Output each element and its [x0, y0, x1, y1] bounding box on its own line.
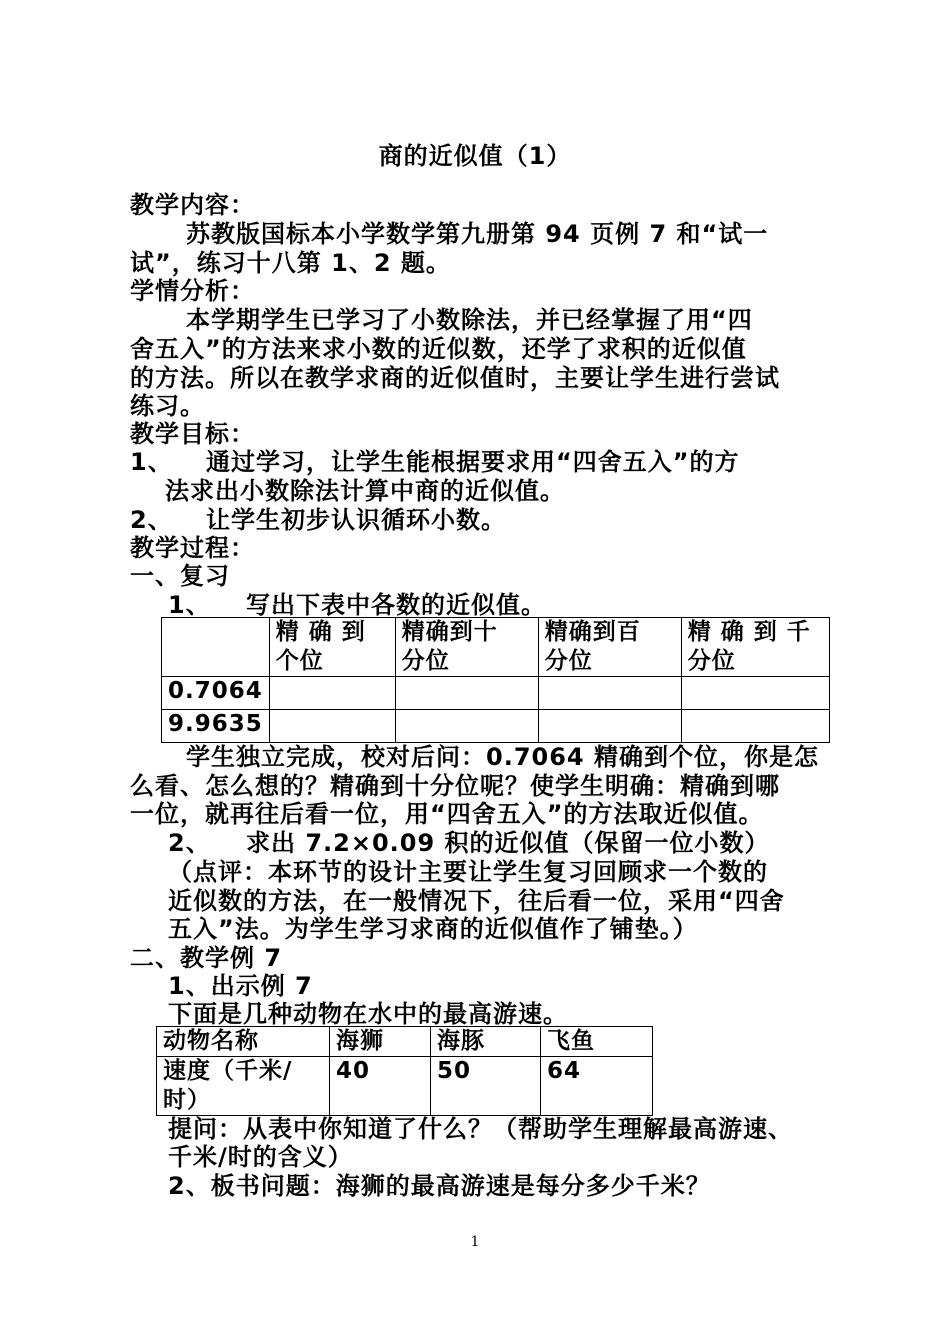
paragraph-line: 练习。	[130, 392, 205, 420]
paragraph-line: 2、板书问题：海狮的最高游速是每分多少千米？	[168, 1172, 711, 1200]
table-corner-cell	[162, 618, 270, 677]
list-number: 2、	[168, 829, 211, 857]
list-number: 2、	[130, 506, 173, 534]
table-header-cell	[538, 618, 681, 677]
row-label-cell: 0.7064	[162, 677, 270, 710]
empty-answer-cell	[681, 677, 829, 710]
table-header-row	[157, 1027, 653, 1057]
table-cell: 50	[431, 1057, 541, 1116]
table-cell: 40	[330, 1057, 431, 1116]
table-row	[162, 710, 830, 743]
paragraph-line: 下面是几种动物在水中的最高游速。	[168, 1000, 568, 1028]
table-header-cell	[681, 618, 829, 677]
paragraph-line: 本学期学生已学习了小数除法，并已经掌握了用“四	[186, 306, 753, 334]
empty-answer-cell	[681, 710, 829, 743]
page-title: 商的近似值（1）	[378, 142, 572, 170]
header-text: 精确到十	[401, 619, 498, 645]
table-header-cell	[395, 618, 538, 677]
header-text: 精确到百	[544, 619, 641, 645]
table-row	[162, 677, 830, 710]
header-text: 精 确 到	[275, 619, 366, 645]
comment-line: （点评：本环节的设计主要让学生复习回顾求一个数的	[168, 858, 768, 886]
header-text: 精 确 到 千	[687, 619, 811, 645]
row-label-text: 速度（千米/	[163, 1058, 293, 1084]
row-label-text: 时）	[163, 1087, 211, 1113]
list-item-text: 写出下表中各数的近似值。	[246, 591, 546, 619]
empty-answer-cell	[395, 710, 538, 743]
table-header-cell: 海狮	[330, 1027, 431, 1057]
subsection-heading-example: 二、教学例 7	[130, 944, 283, 972]
table-header-cell: 海豚	[431, 1027, 541, 1057]
paragraph-line: 试”，练习十八第 1、2 题。	[130, 249, 451, 277]
list-item-text: 法求出小数除法计算中商的近似值。	[165, 477, 565, 505]
paragraph-line: 苏教版国标本小学数学第九册第 94 页例 7 和“试一	[186, 220, 769, 248]
table-header-cell: 飞鱼	[541, 1027, 653, 1057]
paragraph-line: 学生独立完成，校对后问：0.7064 精确到个位，你是怎	[186, 743, 819, 771]
table-cell: 64	[541, 1057, 653, 1116]
row-label-cell	[157, 1057, 330, 1116]
section-heading-analysis: 学情分析：	[130, 277, 255, 305]
paragraph-line: 提问：从表中你知道了什么？（帮助学生理解最高游速、	[168, 1115, 793, 1143]
section-heading-content: 教学内容：	[130, 191, 255, 219]
empty-answer-cell	[395, 677, 538, 710]
comment-line: 五入”法。为学生学习求商的近似值作了铺垫。）	[168, 915, 698, 943]
page-number: 1	[470, 1234, 480, 1250]
table-header-cell: 动物名称	[157, 1027, 330, 1057]
paragraph-line: 千米/时的含义）	[168, 1143, 353, 1171]
speed-table	[156, 1026, 653, 1116]
empty-answer-cell	[538, 677, 681, 710]
list-number: 1、	[168, 591, 211, 619]
header-text: 个位	[275, 648, 324, 674]
section-heading-process: 教学过程：	[130, 534, 255, 562]
paragraph-line: 一位，就再往后看一位，用“四舍五入”的方法取近似值。	[130, 800, 764, 828]
empty-answer-cell	[269, 677, 395, 710]
paragraph-line: 舍五入”的方法来求小数的近似数，还学了求积的近似值	[130, 335, 747, 363]
comment-line: 近似数的方法，在一般情况下，往后看一位，采用“四舍	[168, 887, 785, 915]
empty-answer-cell	[538, 710, 681, 743]
table-header-cell	[269, 618, 395, 677]
paragraph-line: 的方法。所以在教学求商的近似值时，主要让学生进行尝试	[130, 364, 780, 392]
header-text: 分位	[544, 648, 593, 674]
empty-answer-cell	[269, 710, 395, 743]
subsection-heading-review: 一、复习	[130, 562, 230, 590]
paragraph-line: 1、出示例 7	[168, 972, 313, 1000]
list-item-text: 让学生初步认识循环小数。	[206, 506, 506, 534]
list-item-text: 通过学习，让学生能根据要求用“四舍五入”的方	[206, 448, 740, 476]
list-number: 1、	[130, 448, 173, 476]
table-row	[157, 1057, 653, 1116]
row-label-cell: 9.9635	[162, 710, 270, 743]
header-text: 分位	[401, 648, 450, 674]
approximation-table	[161, 617, 830, 743]
paragraph-line: 么看、怎么想的？精确到十分位呢？使学生明确：精确到哪	[130, 772, 780, 800]
header-text: 分位	[687, 648, 736, 674]
section-heading-goals: 教学目标：	[130, 420, 255, 448]
list-item-text: 求出 7.2×0.09 积的近似值（保留一位小数）	[246, 829, 770, 857]
